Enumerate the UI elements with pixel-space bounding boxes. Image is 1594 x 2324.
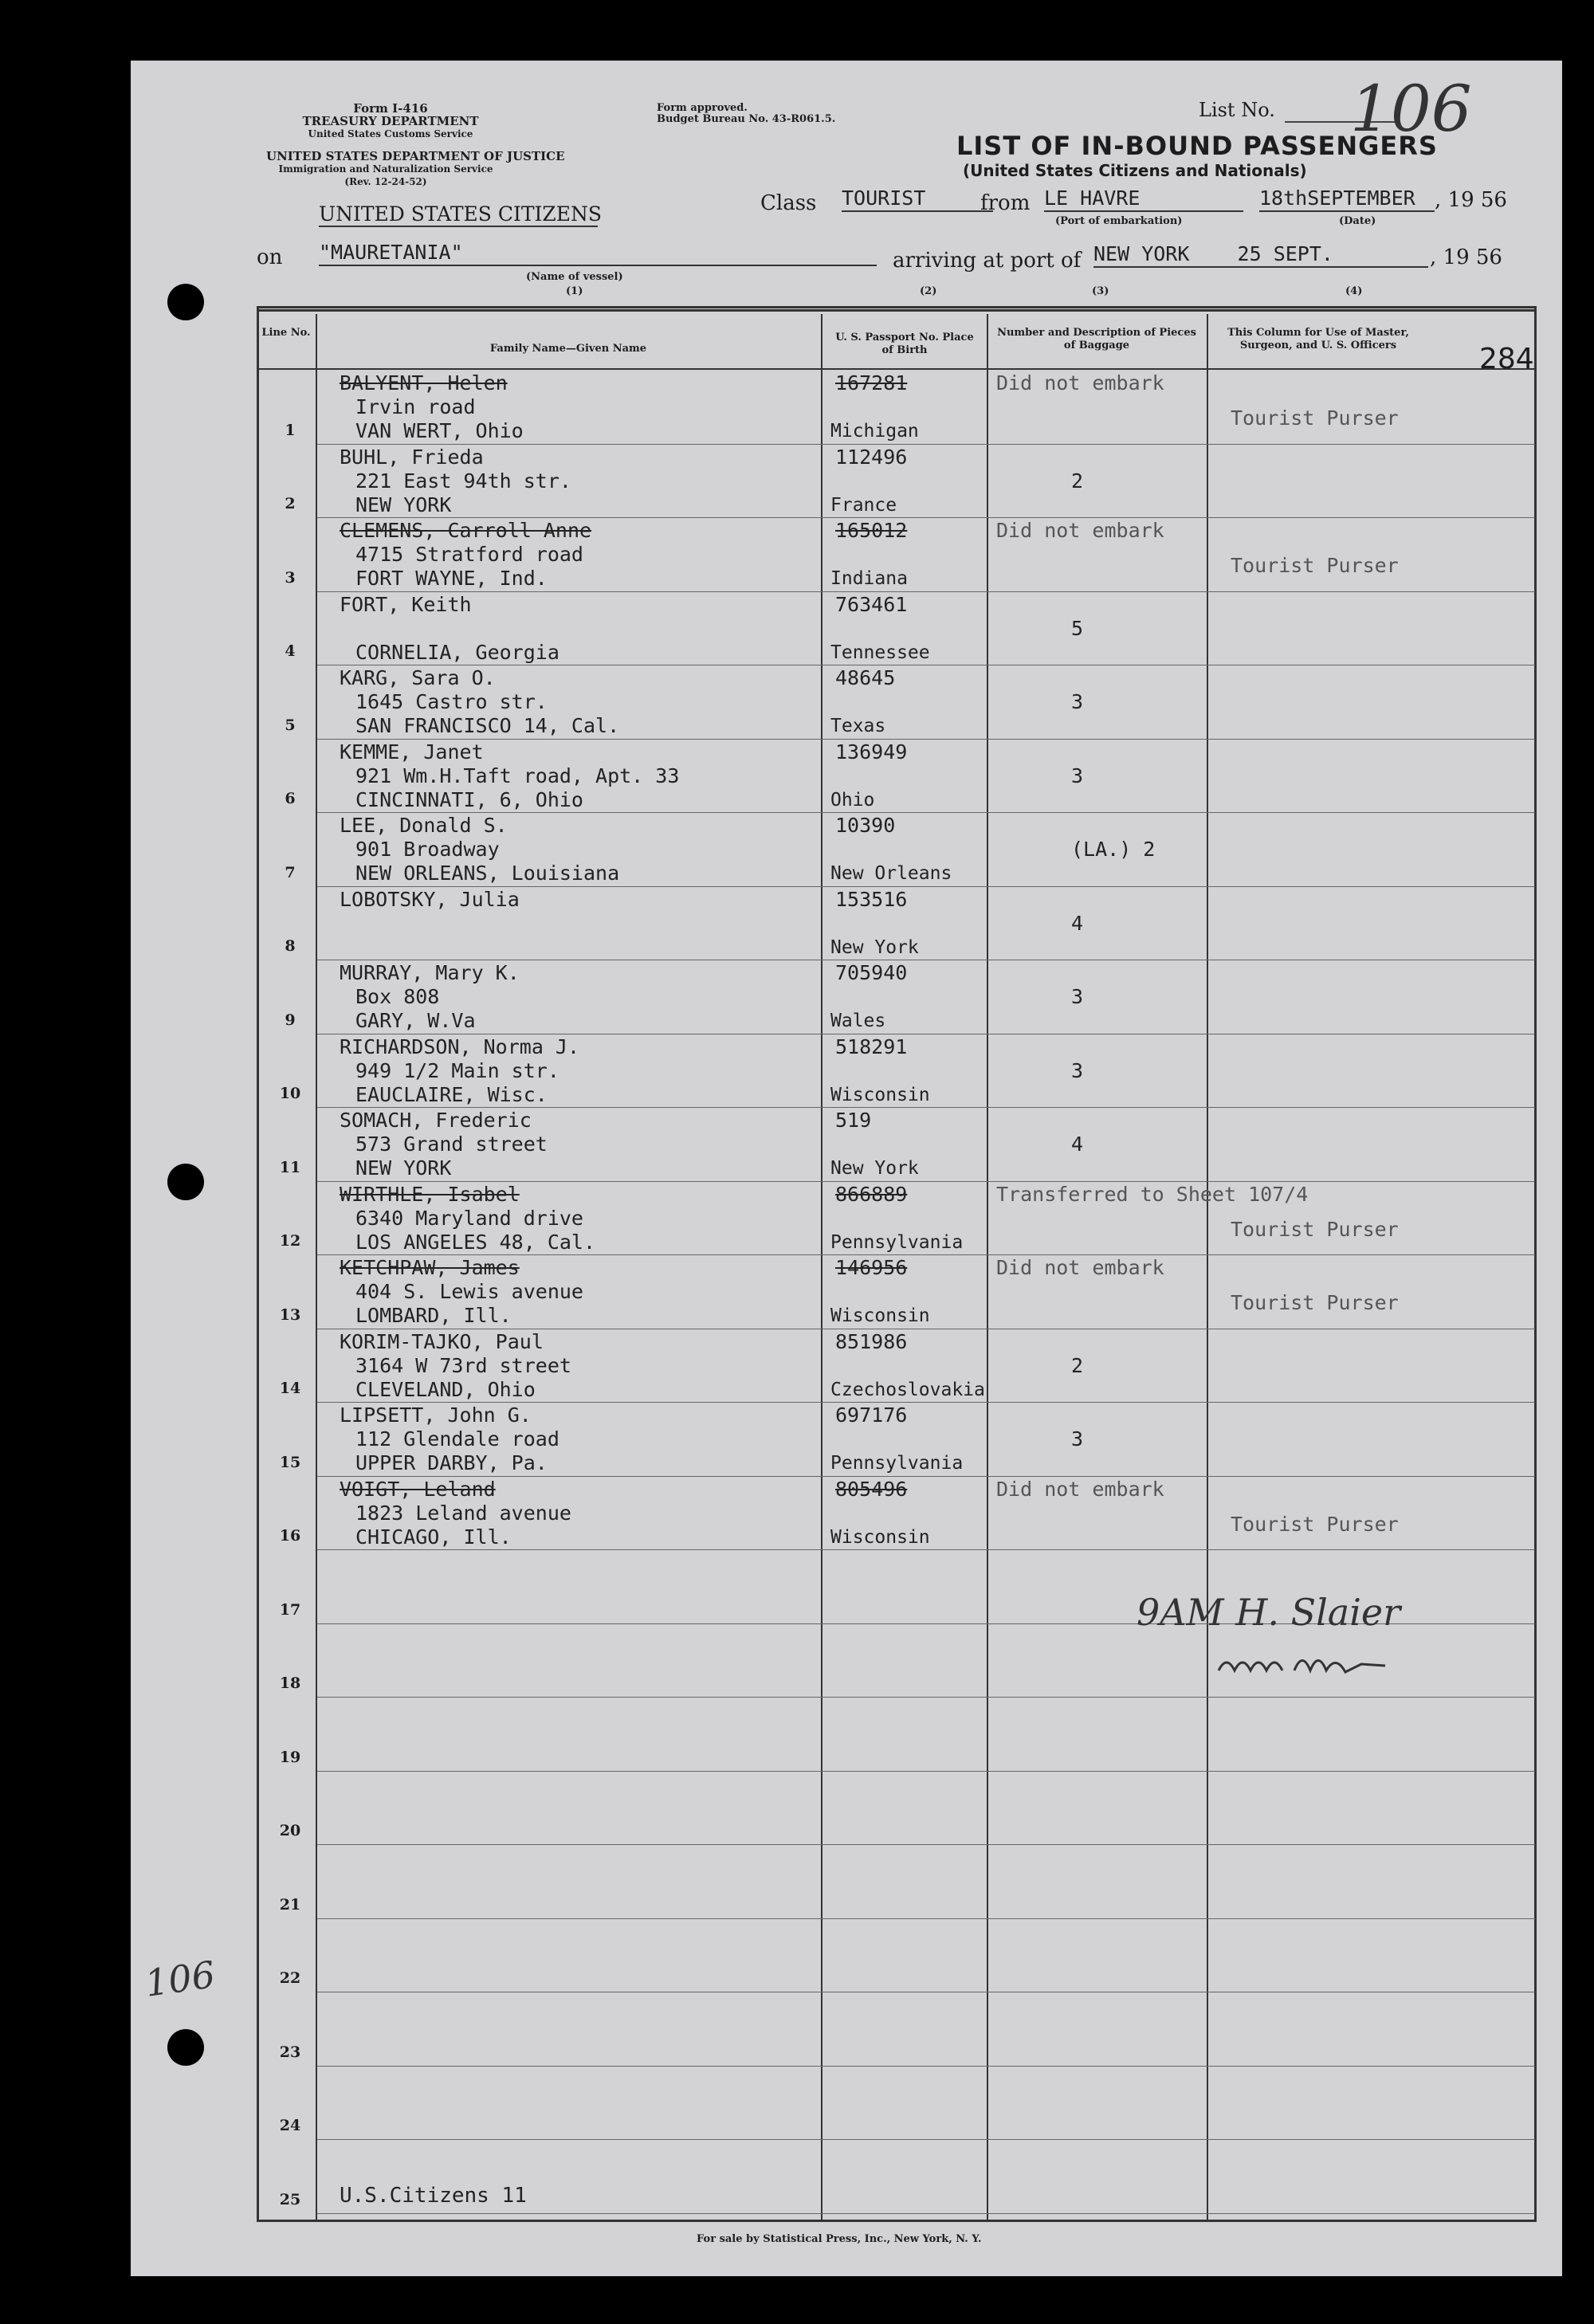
baggage-description: Did not embark (996, 1256, 1164, 1279)
col-num-1: (1) (566, 285, 583, 297)
row-rule (317, 1697, 1535, 1698)
row-rule (317, 812, 1535, 813)
baggage-description: 4 (1071, 911, 1084, 935)
year-embark: , 19 56 (1435, 188, 1507, 212)
row-rule (317, 1107, 1535, 1108)
line-number: 24 (279, 2117, 301, 2134)
port-embark: LE HAVRE (1044, 186, 1243, 212)
port-embark-caption: (Port of embarkation) (1055, 215, 1183, 227)
passenger-name: BALYENT, Helen (340, 371, 508, 395)
line-number: 6 (285, 790, 296, 807)
col-header-baggage: Number and Description of Pieces of Baggage (997, 327, 1196, 351)
passenger-address-line1: Irvin road (355, 395, 476, 418)
place-of-birth: Ohio (830, 789, 875, 811)
passport-number: 805496 (835, 1477, 908, 1501)
baggage-description: 4 (1071, 1133, 1084, 1156)
rev-label: (Rev. 12-24-52) (344, 176, 427, 187)
passenger-address-line2: CLEVELAND, Ohio (355, 1377, 536, 1401)
passenger-address-line2: VAN WERT, Ohio (355, 419, 524, 442)
place-of-birth: Tennessee (830, 642, 930, 663)
col-header-passport: U. S. Passport No. Place of Birth (835, 332, 974, 356)
place-of-birth: New York (830, 936, 919, 958)
line-number: 18 (279, 1674, 301, 1692)
header-bottom-rule (257, 368, 1537, 370)
citizens-line: UNITED STATES CITIZENS (319, 202, 603, 226)
row-rule (317, 591, 1535, 592)
baggage-description: Did not embark (996, 371, 1164, 395)
form-number: Form I-416 (353, 101, 428, 116)
line-number: 22 (279, 1969, 301, 1987)
passenger-address-line2: LOMBARD, Ill. (355, 1304, 512, 1327)
arrival-port-date (1093, 242, 1428, 268)
row-rule (317, 2213, 1535, 2214)
passport-number: 763461 (835, 592, 908, 616)
row-rule (317, 1402, 1535, 1403)
passenger-name: KETCHPAW, James (340, 1256, 520, 1279)
officer-initials-signature (1215, 1647, 1454, 1686)
passenger-list-sheet (131, 61, 1562, 2276)
place-of-birth: New Orleans (830, 863, 952, 884)
baggage-description: 3 (1071, 764, 1084, 787)
passenger-name: LIPSETT, John G. (340, 1403, 532, 1427)
arrival-year: , 19 56 (1430, 245, 1502, 269)
passenger-address-line2: SAN FRANCISCO 14, Cal. (355, 714, 620, 737)
line-number: 10 (279, 1085, 301, 1102)
baggage-description: 2 (1071, 1353, 1084, 1377)
place-of-birth: Pennsylvania (830, 1453, 964, 1474)
baggage-description: Transferred to Sheet 107/4 (996, 1182, 1309, 1206)
form-approved: Form approved. (657, 102, 748, 114)
list-no-label: List No. (1199, 99, 1275, 121)
citizens-summary: U.S.Citizens 11 (340, 2184, 527, 2208)
passenger-address-line1: 4715 Stratford road (355, 543, 583, 566)
officer-remark: Tourist Purser (1231, 1217, 1399, 1241)
punch-hole-1 (167, 284, 204, 320)
passenger-address-line1: 112 Glendale road (355, 1427, 559, 1451)
row-rule (317, 2066, 1535, 2067)
passenger-address-line1: 921 Wm.H.Taft road, Apt. 33 (355, 764, 680, 787)
line-number: 5 (285, 716, 296, 734)
passport-number: 10390 (835, 814, 896, 837)
row-rule (317, 444, 1535, 445)
passport-number: 136949 (835, 740, 908, 764)
punch-hole-3 (167, 2029, 204, 2066)
line-number: 16 (279, 1527, 301, 1545)
passenger-name: FORT, Keith (340, 592, 472, 616)
col-num-2: (2) (920, 285, 937, 297)
line-number: 2 (285, 495, 296, 512)
row-rule (317, 1844, 1535, 1845)
row-rule (317, 1549, 1535, 1550)
passport-number: 165012 (835, 519, 908, 542)
passport-number: 167281 (835, 371, 908, 395)
row-rule (317, 517, 1535, 518)
line-number: 3 (285, 568, 296, 587)
passport-number: 519 (835, 1109, 872, 1132)
passenger-address-line1: 901 Broadway (355, 838, 500, 861)
passenger-name: MURRAY, Mary K. (340, 961, 520, 984)
place-of-birth: Wisconsin (830, 1084, 930, 1105)
passenger-address-line1: 573 Grand street (355, 1133, 548, 1156)
passenger-address-line2: CORNELIA, Georgia (355, 640, 559, 664)
date-caption: (Date) (1339, 215, 1376, 227)
passport-number: 112496 (835, 445, 908, 469)
row-rule (317, 1181, 1535, 1182)
place-of-birth: Indiana (830, 568, 908, 589)
place-of-birth: Michigan (830, 421, 919, 442)
passenger-address-line1: 949 1/2 Main str. (355, 1058, 559, 1082)
col-divider-3 (987, 314, 988, 2222)
row-rule (317, 1771, 1535, 1772)
col-divider-2 (821, 314, 823, 2222)
ins-label: Immigration and Naturalization Service (278, 163, 493, 175)
line-number: 7 (285, 863, 296, 881)
arrival-date: 25 SEPT. (1237, 242, 1333, 265)
place-of-birth: Wisconsin (830, 1305, 930, 1326)
footer-printer: For sale by Statistical Press, Inc., New York, N. Y. (697, 2233, 982, 2245)
baggage-description: 5 (1071, 616, 1084, 640)
passenger-address-line1: 1823 Leland avenue (355, 1501, 571, 1525)
punch-hole-2 (167, 1164, 204, 1200)
line-number: 8 (285, 937, 296, 955)
passenger-address-line1: 221 East 94th str. (355, 469, 571, 493)
passenger-address-line2: EAUCLAIRE, Wisc. (355, 1082, 548, 1106)
line-number: 15 (279, 1453, 301, 1471)
margin-number: 106 (142, 1953, 218, 2005)
place-of-birth: Pennsylvania (830, 1231, 964, 1253)
passenger-address-line1: 404 S. Lewis avenue (355, 1280, 583, 1303)
passport-number: 48645 (835, 666, 896, 689)
vessel-caption: (Name of vessel) (526, 271, 623, 283)
place-of-birth: Texas (830, 716, 886, 736)
place-of-birth: Czechoslovakia (830, 1379, 985, 1400)
col-num-4: (4) (1345, 285, 1363, 297)
class-label: Class (760, 191, 817, 215)
line-number: 12 (279, 1232, 301, 1250)
row-rule (317, 1254, 1535, 1255)
treasury-label: TREASURY DEPARTMENT (302, 114, 479, 128)
table-top-rule (257, 309, 1537, 312)
passport-number: 153516 (835, 887, 908, 911)
line-number: 23 (279, 2043, 301, 2061)
passenger-name: LOBOTSKY, Julia (340, 887, 520, 911)
passenger-address-line1: 6340 Maryland drive (355, 1206, 583, 1230)
passenger-address-line1: 3164 W 73rd street (355, 1353, 571, 1377)
baggage-description: Did not embark (996, 1477, 1164, 1501)
baggage-description: 3 (1071, 1427, 1084, 1451)
passenger-name: KORIM-TAJKO, Paul (340, 1329, 544, 1353)
passenger-address-line2: LOS ANGELES 48, Cal. (355, 1230, 596, 1254)
line-number: 4 (285, 642, 296, 660)
line-number: 11 (279, 1158, 301, 1176)
passenger-address-line1: Box 808 (355, 985, 440, 1008)
passenger-address-line2: NEW YORK (355, 1156, 452, 1180)
officers-number: 284 (1479, 343, 1534, 375)
line-number: 21 (279, 1895, 301, 1914)
baggage-description: Did not embark (996, 519, 1164, 542)
officer-remark: Tourist Purser (1231, 1512, 1399, 1536)
place-of-birth: France (830, 494, 897, 516)
vessel-name: "MAURETANIA" (319, 241, 877, 266)
row-rule (317, 1918, 1535, 1919)
passenger-name: KEMME, Janet (340, 740, 484, 764)
passenger-name: CLEMENS, Carroll Anne (340, 519, 592, 542)
col-num-3: (3) (1092, 285, 1109, 297)
baggage-description: 3 (1071, 690, 1084, 713)
passenger-name: KARG, Sara O. (340, 666, 496, 689)
on-label: on (257, 245, 283, 269)
date-embark: 18thSEPTEMBER (1259, 186, 1435, 212)
passenger-name: VOIGT, Leland (340, 1477, 496, 1501)
passenger-address-line2: NEW YORK (355, 493, 452, 516)
officer-remark: Tourist Purser (1231, 1291, 1399, 1314)
passport-number: 705940 (835, 961, 908, 984)
row-rule (317, 739, 1535, 740)
class-value: TOURIST (842, 186, 993, 212)
baggage-description: 3 (1071, 985, 1084, 1008)
arriving-label: arriving at port of (893, 249, 1082, 273)
passenger-name: RICHARDSON, Norma J. (340, 1034, 580, 1058)
officer-remark: Tourist Purser (1231, 554, 1399, 577)
line-number: 14 (279, 1380, 301, 1397)
col-header-line-no: Line No. (261, 327, 311, 339)
document-title: LIST OF IN-BOUND PASSENGERS (956, 131, 1438, 161)
baggage-description: (LA.) 2 (1071, 838, 1156, 861)
officer-remark: Tourist Purser (1231, 406, 1399, 430)
passenger-address-line2: FORT WAYNE, Ind. (355, 567, 548, 590)
passenger-address-line2: UPPER DARBY, Pa. (355, 1451, 548, 1474)
row-rule (317, 1476, 1535, 1477)
line-number: 9 (285, 1011, 296, 1029)
passenger-address-line2: NEW ORLEANS, Louisiana (355, 862, 620, 885)
arrival-port: NEW YORK (1093, 242, 1190, 265)
row-rule (317, 2139, 1535, 2140)
place-of-birth: New York (830, 1158, 919, 1179)
line-number: 19 (279, 1748, 301, 1766)
passport-number: 518291 (835, 1034, 908, 1058)
baggage-description: 2 (1071, 469, 1084, 493)
justice-label: UNITED STATES DEPARTMENT OF JUSTICE (266, 149, 565, 163)
customs-label: United States Customs Service (308, 128, 473, 139)
col-header-officers: This Column for Use of Master, Surgeon, and U. S. Officers (1227, 327, 1409, 351)
col-header-name: Family Name—Given Name (489, 343, 647, 355)
officer-note: 9AM H. Slaier (1137, 1591, 1401, 1634)
passenger-name: WIRTHLE, Isabel (340, 1182, 520, 1206)
col-divider-4 (1207, 314, 1208, 2222)
line-number: 20 (279, 1822, 301, 1839)
passenger-name: SOMACH, Frederic (340, 1109, 532, 1132)
col-divider-1 (316, 314, 317, 2222)
passenger-name: LEE, Donald S. (340, 814, 508, 837)
line-number: 1 (285, 421, 296, 439)
passenger-address-line1: 1645 Castro str. (355, 690, 548, 713)
budget-bureau: Budget Bureau No. 43-R061.5. (657, 113, 836, 125)
list-no-value: 106 (1350, 72, 1472, 146)
line-number: 17 (279, 1600, 301, 1619)
passport-number: 697176 (835, 1403, 908, 1427)
passenger-address-line2: CHICAGO, Ill. (355, 1525, 512, 1549)
from-label: from (980, 191, 1031, 215)
passenger-address-line2: GARY, W.Va (355, 1009, 476, 1032)
passport-number: 866889 (835, 1182, 908, 1206)
row-rule (317, 886, 1535, 887)
document-subtitle: (United States Citizens and Nationals) (963, 161, 1307, 180)
passenger-name: BUHL, Frieda (340, 445, 484, 469)
baggage-description: 3 (1071, 1058, 1084, 1082)
place-of-birth: Wales (830, 1011, 886, 1031)
line-number: 13 (279, 1305, 301, 1324)
passport-number: 146956 (835, 1256, 908, 1279)
line-number: 25 (279, 2190, 301, 2208)
passport-number: 851986 (835, 1329, 908, 1353)
place-of-birth: Wisconsin (830, 1526, 930, 1548)
passenger-address-line2: CINCINNATI, 6, Ohio (355, 787, 583, 811)
